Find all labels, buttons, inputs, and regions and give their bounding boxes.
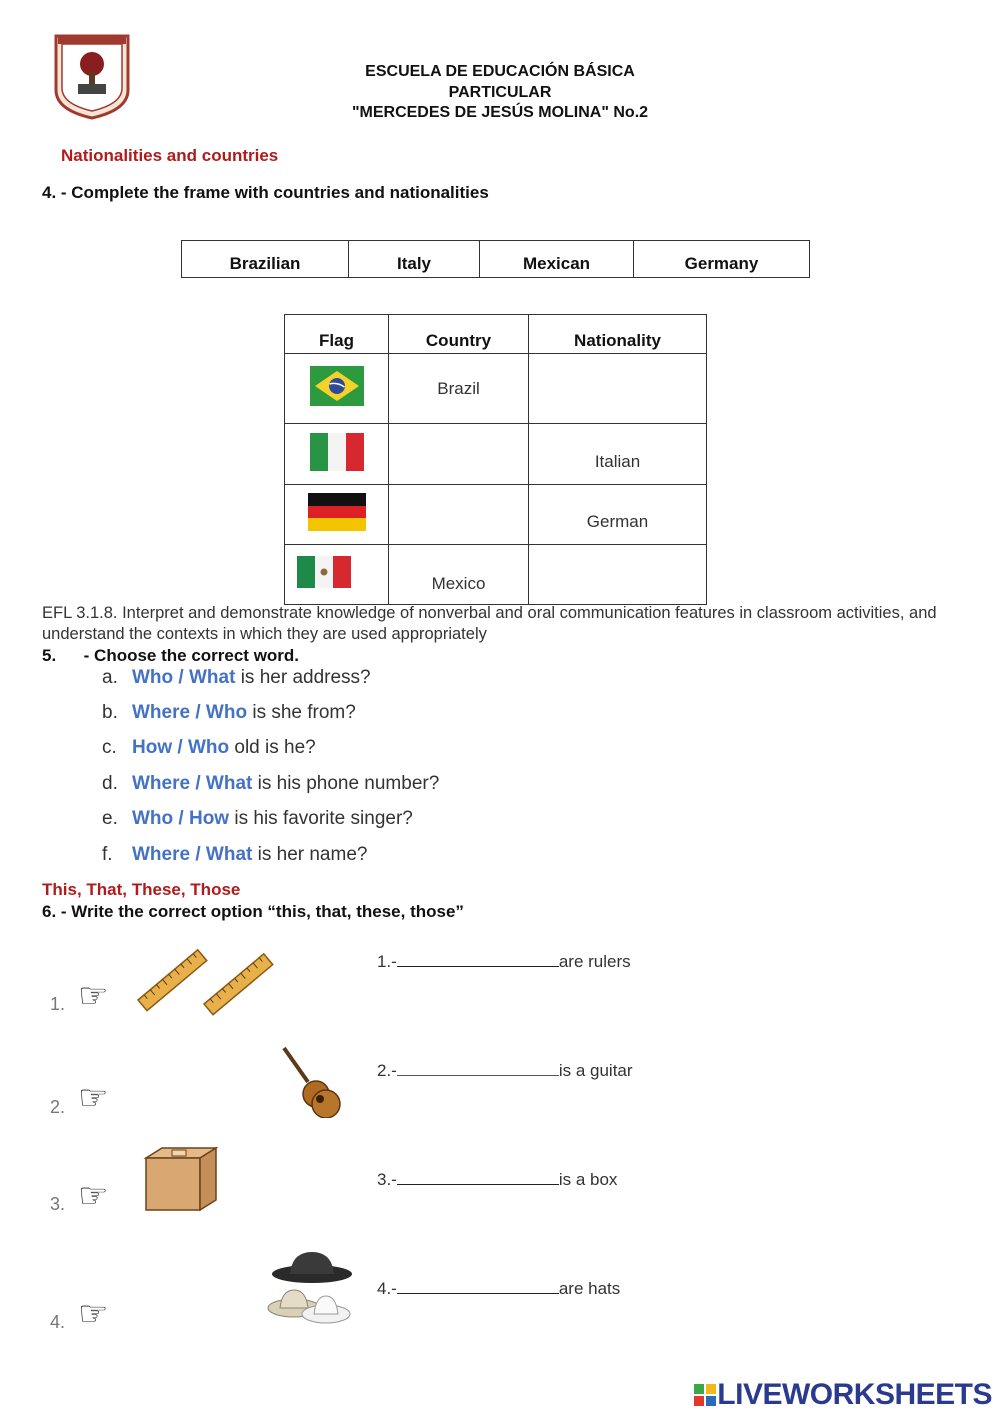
instruction-5-number: 5. xyxy=(42,646,57,665)
answer-blank-4[interactable] xyxy=(397,1279,559,1294)
school-logo-icon xyxy=(52,32,132,120)
school-line-2: PARTICULAR xyxy=(448,83,552,101)
pointing-hand-icon: ☞ xyxy=(78,1079,109,1117)
word-bank-item[interactable]: Brazilian xyxy=(182,241,349,278)
pointing-hand-icon: ☞ xyxy=(78,1295,109,1333)
flag-cell xyxy=(285,545,389,605)
question-options[interactable]: Where / What xyxy=(132,773,253,794)
question-text: is she from? xyxy=(247,702,356,723)
table-header-row xyxy=(285,315,707,354)
brand-text: LIVEWORKSHEETS xyxy=(717,1378,992,1411)
box-icon xyxy=(142,1146,222,1214)
question-letter: c. xyxy=(102,737,117,758)
nationality-cell[interactable] xyxy=(529,545,707,605)
question-e xyxy=(102,808,413,830)
pointing-hand-icon: ☞ xyxy=(78,977,109,1015)
word-bank-item[interactable]: Germany xyxy=(634,241,810,278)
item-number: 4. xyxy=(50,1312,66,1332)
table-row xyxy=(285,354,707,424)
fill-item-2 xyxy=(377,1061,633,1081)
question-text: is her name? xyxy=(252,844,368,865)
rulers-icon xyxy=(132,942,276,1016)
mexico-flag-icon xyxy=(297,556,351,588)
brazil-flag-icon xyxy=(310,366,364,406)
question-options[interactable]: Where / What xyxy=(132,844,253,865)
word-bank-item[interactable]: Italy xyxy=(349,241,480,278)
fill-suffix: is a guitar xyxy=(558,1061,633,1080)
question-f xyxy=(102,844,367,866)
table-row xyxy=(285,485,707,545)
pointing-hand-icon: ☞ xyxy=(78,1177,109,1215)
question-a xyxy=(102,667,371,689)
fill-item-3 xyxy=(377,1170,617,1190)
item-number: 2. xyxy=(50,1097,66,1117)
question-letter: f. xyxy=(102,844,113,865)
instruction-6: 6. - Write the correct option “this, that, these, those” xyxy=(42,902,464,921)
item-number: 3. xyxy=(50,1194,66,1214)
fill-prefix: 4.- xyxy=(377,1279,397,1298)
table-row xyxy=(285,545,707,605)
italy-flag-icon xyxy=(310,433,364,471)
germany-flag-icon xyxy=(308,493,366,531)
question-letter: b. xyxy=(102,702,118,723)
nationality-cell: Italian xyxy=(529,424,707,485)
question-options[interactable]: How / Who xyxy=(132,737,230,758)
liveworksheets-brand xyxy=(693,1378,992,1412)
fill-prefix: 3.- xyxy=(377,1170,397,1189)
question-text: is her address? xyxy=(235,667,371,688)
fill-prefix: 1.- xyxy=(377,952,397,971)
instruction-4: 4. - Complete the frame with countries and nationalities xyxy=(42,183,489,202)
question-c xyxy=(102,737,316,759)
flag-cell xyxy=(285,485,389,545)
question-letter: a. xyxy=(102,667,118,688)
school-line-1: ESCUELA DE EDUCACIÓN BÁSICA xyxy=(365,63,635,80)
word-bank xyxy=(181,240,810,278)
instruction-5 xyxy=(42,646,299,666)
efl-objective: EFL 3.1.8. Interpret and demonstrate knowledge of nonverbal and oral communication features in classroom activities, and understand the contexts in which they are used appropriately xyxy=(42,604,937,643)
header-country: Country xyxy=(389,315,529,354)
guitar-icon xyxy=(278,1044,344,1118)
table-row xyxy=(285,424,707,485)
flag-cell xyxy=(285,424,389,485)
question-letter: d. xyxy=(102,773,118,794)
item-number: 1. xyxy=(50,994,66,1014)
countries-table xyxy=(284,314,707,605)
word-bank-item[interactable]: Mexican xyxy=(480,241,634,278)
question-options[interactable]: Who / What xyxy=(132,667,236,688)
fill-item-4 xyxy=(377,1279,620,1299)
question-b xyxy=(102,702,356,724)
fill-suffix: is a box xyxy=(558,1170,618,1189)
flag-cell xyxy=(285,354,389,424)
question-text: is his phone number? xyxy=(252,773,440,794)
question-text: old is he? xyxy=(229,737,316,758)
instruction-5-text: - Choose the correct word. xyxy=(83,646,300,665)
country-cell: Brazil xyxy=(389,354,529,424)
question-d xyxy=(102,773,439,795)
country-cell[interactable] xyxy=(389,424,529,485)
question-text: is his favorite singer? xyxy=(229,808,413,829)
answer-blank-2[interactable] xyxy=(397,1061,559,1076)
nationality-cell[interactable] xyxy=(529,354,707,424)
school-name xyxy=(250,62,750,124)
fill-suffix: are hats xyxy=(558,1279,621,1298)
question-letter: e. xyxy=(102,808,118,829)
nationality-cell: German xyxy=(529,485,707,545)
fill-prefix: 2.- xyxy=(377,1061,397,1080)
section-title-demonstratives: This, That, These, Those xyxy=(42,880,241,899)
answer-blank-3[interactable] xyxy=(397,1170,559,1185)
liveworksheets-logo-icon xyxy=(693,1383,717,1407)
fill-suffix: are rulers xyxy=(558,952,631,971)
section-title-nationalities: Nationalities and countries xyxy=(61,146,279,165)
country-cell[interactable] xyxy=(389,485,529,545)
header-flag: Flag xyxy=(285,315,389,354)
question-options[interactable]: Where / Who xyxy=(132,702,248,723)
question-options[interactable]: Who / How xyxy=(132,808,230,829)
hats-icon xyxy=(264,1248,356,1330)
school-line-3: "MERCEDES DE JESÚS MOLINA" No.2 xyxy=(351,104,649,121)
fill-item-1 xyxy=(377,952,631,972)
country-cell: Mexico xyxy=(389,545,529,605)
answer-blank-1[interactable] xyxy=(397,952,559,967)
header-nationality: Nationality xyxy=(529,315,707,354)
